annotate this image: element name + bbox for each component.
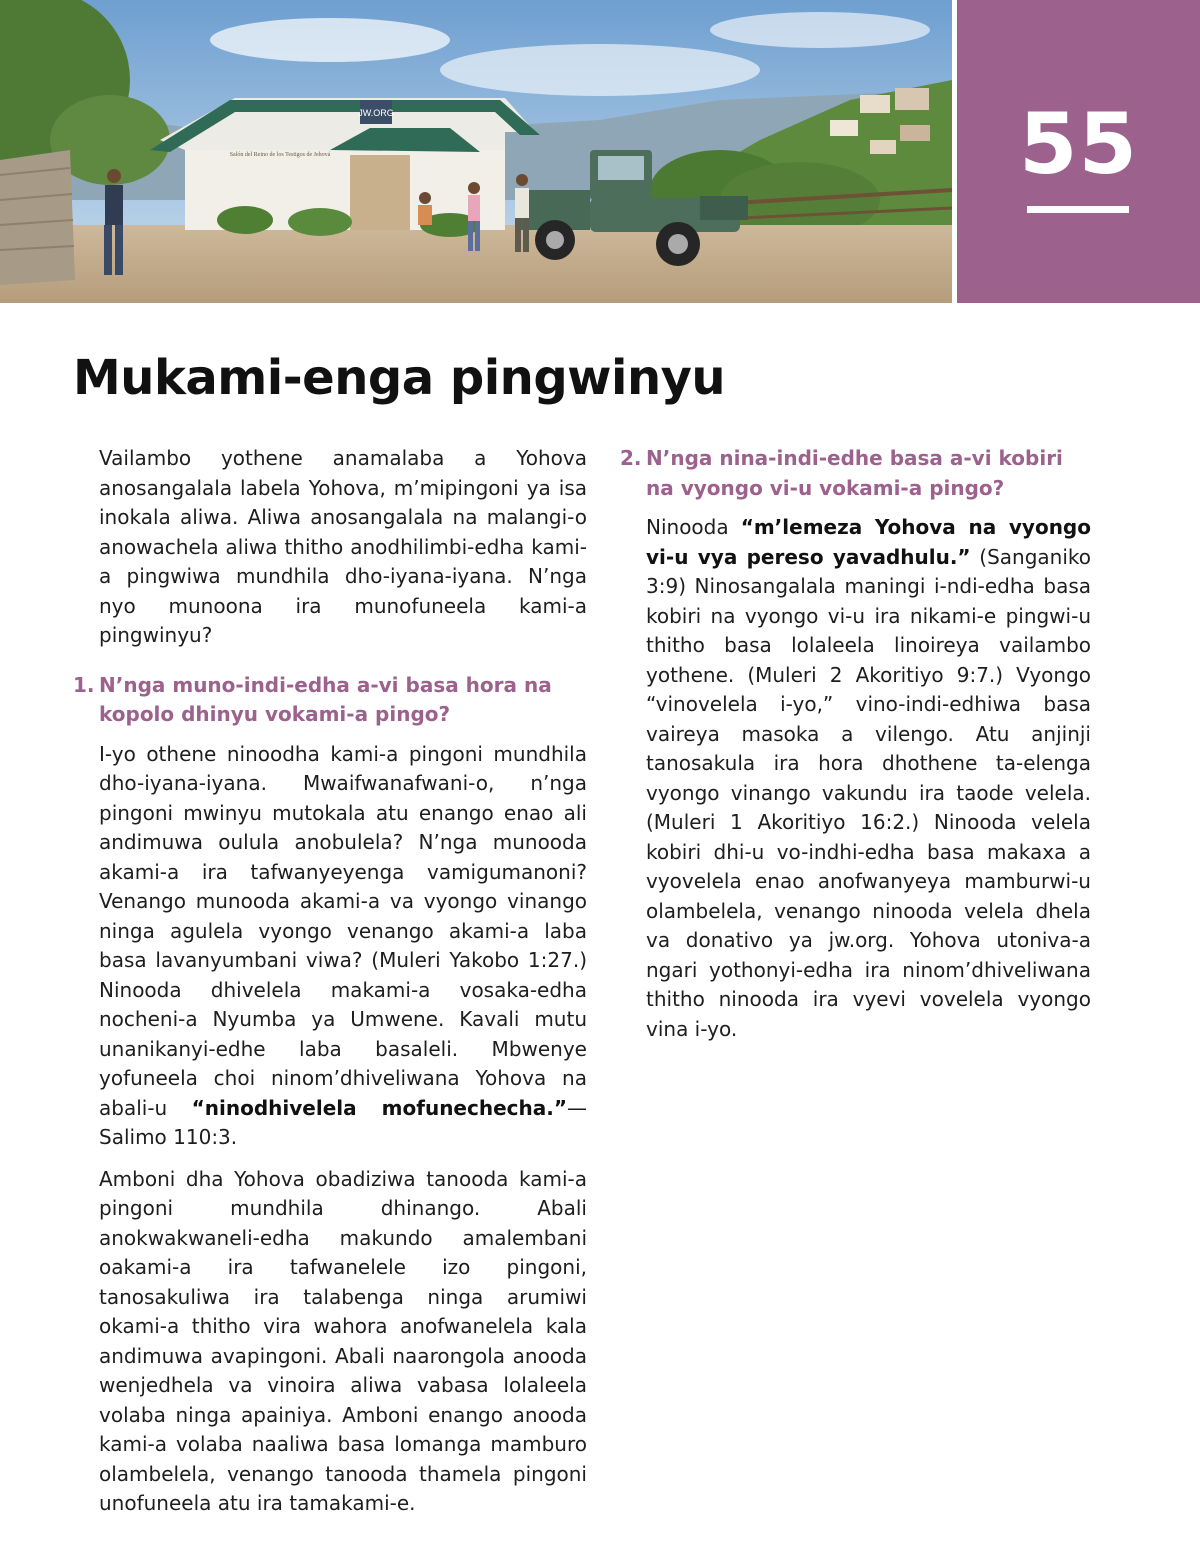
left-column <box>73 444 587 1531</box>
lesson-number: 55 <box>1019 95 1138 193</box>
section-1-question <box>73 671 587 730</box>
section-1-p1-text: I-yo othene ninoodha kami-a pingoni mundhila dho-iyana-iyana. Mwaifwanafwani-o, n’nga pingoni mwinyu mutokala atu enango enao ali andimuwa oulula anobulela? N’nga munooda akami-a ira tafwanyeyenga vamigumanoni? Venango munooda akami-a va vyongo vinango ninga agulela vyongo venango akami-a laba basa lavanyumbani viwa? (Muleri Yakobo 1:27.) Ninooda dhivelela makami-a vosaka-edha nocheni-a Nyumba ya Umwene. Kavali mutu unanikanyi-edhe laba basaleli. Mbwenye yofuneela choi ninom’dhiveliwana Yohova na abali-u <box>99 741 587 1120</box>
section-1-question-text: N’nga muno-indi-edha a-vi basa hora na kopolo dhinyu vokami-a pingo? <box>99 672 552 726</box>
section-2 <box>620 444 1091 1044</box>
section-1-number: 1. <box>73 672 95 697</box>
section-1-p1-citation: —Salimo 110:3. <box>99 1095 587 1149</box>
section-2-p1-text: (Sanganiko 3:9) Ninosangalala maningi i-ndi-edha basa kobiri na vyongo vi-u ira nikami-e pingwi-u thitho basa lolaleela linoireya vailambo yothene. (Muleri 2 Akoritiyo 9:7.) Vyongo “vinovelela i-yo,” vino-indi-edhiwa basa vaireya masoka a vilengo. Atu anjinji tanosakula ira hora dhothene ta-elenga vyongo vinango vakundu ira taode velela. (Muleri 1 Akoritiyo 16:2.) Ninooda velela kobiri dhi-u vo-indhi-edha basa makaxa a vyovelela enao anofwanyeya mamburwi-u olambelela, venango ninooda velela dhela va donativo ya jw.org. Yohova utoniva-a ngari yothonyi-edha ira ninom’dhiveliwana thitho ninooda ira vyevi vovelela vyongo vina i-yo. <box>646 544 1091 1041</box>
page-title: Mukami-enga pingwinyu <box>73 350 726 406</box>
section-1-p1-bold: “ninodhivelela mofunechecha.” <box>191 1095 567 1120</box>
badge-underline <box>1027 206 1129 213</box>
intro-paragraph: Vailambo yothene anamalaba a Yohova anosangalala labela Yohova, m’mipingoni ya isa inokala aliwa. Aliwa anosangalala na malangi-o anowachela aliwa thitho anodhilimbi-edha kami-a pingwiwa mundhila dho-iyana-iyana. N’nga nyo munoona ira munofuneela kami-a pingwinyu? <box>99 446 587 647</box>
section-2-paragraph-1 <box>646 513 1091 1044</box>
section-1 <box>73 671 587 1519</box>
section-2-number: 2. <box>620 446 642 470</box>
photo-sign-text: Salón del Reino de los Testigos de Jehová <box>229 152 331 158</box>
section-2-question <box>620 444 1091 503</box>
section-1-paragraph-2: Amboni dha Yohova obadiziwa tanooda kami-a pingoni mundhila dhinango. Abali anokwakwaneli-edha makundo amalembani oakami-a ira tafwanelele izo pingoni, tanosakuliwa ira talabenga ninga arumiwi okami-a thitho vira wahora anofwanelela kala andimuwa avapingoni. Abali naarongola anooda wenjedhela va vinoira aliwa vabasa lolaleela volaba ninga apainiya. Amboni enango anooda kami-a volaba naaliwa basa lomanga mamburo olambelela, venango tanooda thamela pingoni unofuneela atu ira tamakami-e. <box>99 1166 587 1515</box>
right-column <box>620 444 1091 1056</box>
lesson-badge <box>957 0 1200 303</box>
header-photo <box>0 0 952 303</box>
section-2-question-text: N’nga nina-indi-edhe basa a-vi kobiri na vyongo vi-u vokami-a pingo? <box>646 446 1063 500</box>
photo-logo-text: JW.ORG <box>358 108 394 118</box>
section-1-paragraph-1 <box>99 740 587 1153</box>
section-2-p1-lead: Ninooda <box>646 515 741 539</box>
section-2-p1-bold: “m’lemeza Yohova na vyongo vi-u vya pereso yavadhulu.” <box>646 515 1091 569</box>
